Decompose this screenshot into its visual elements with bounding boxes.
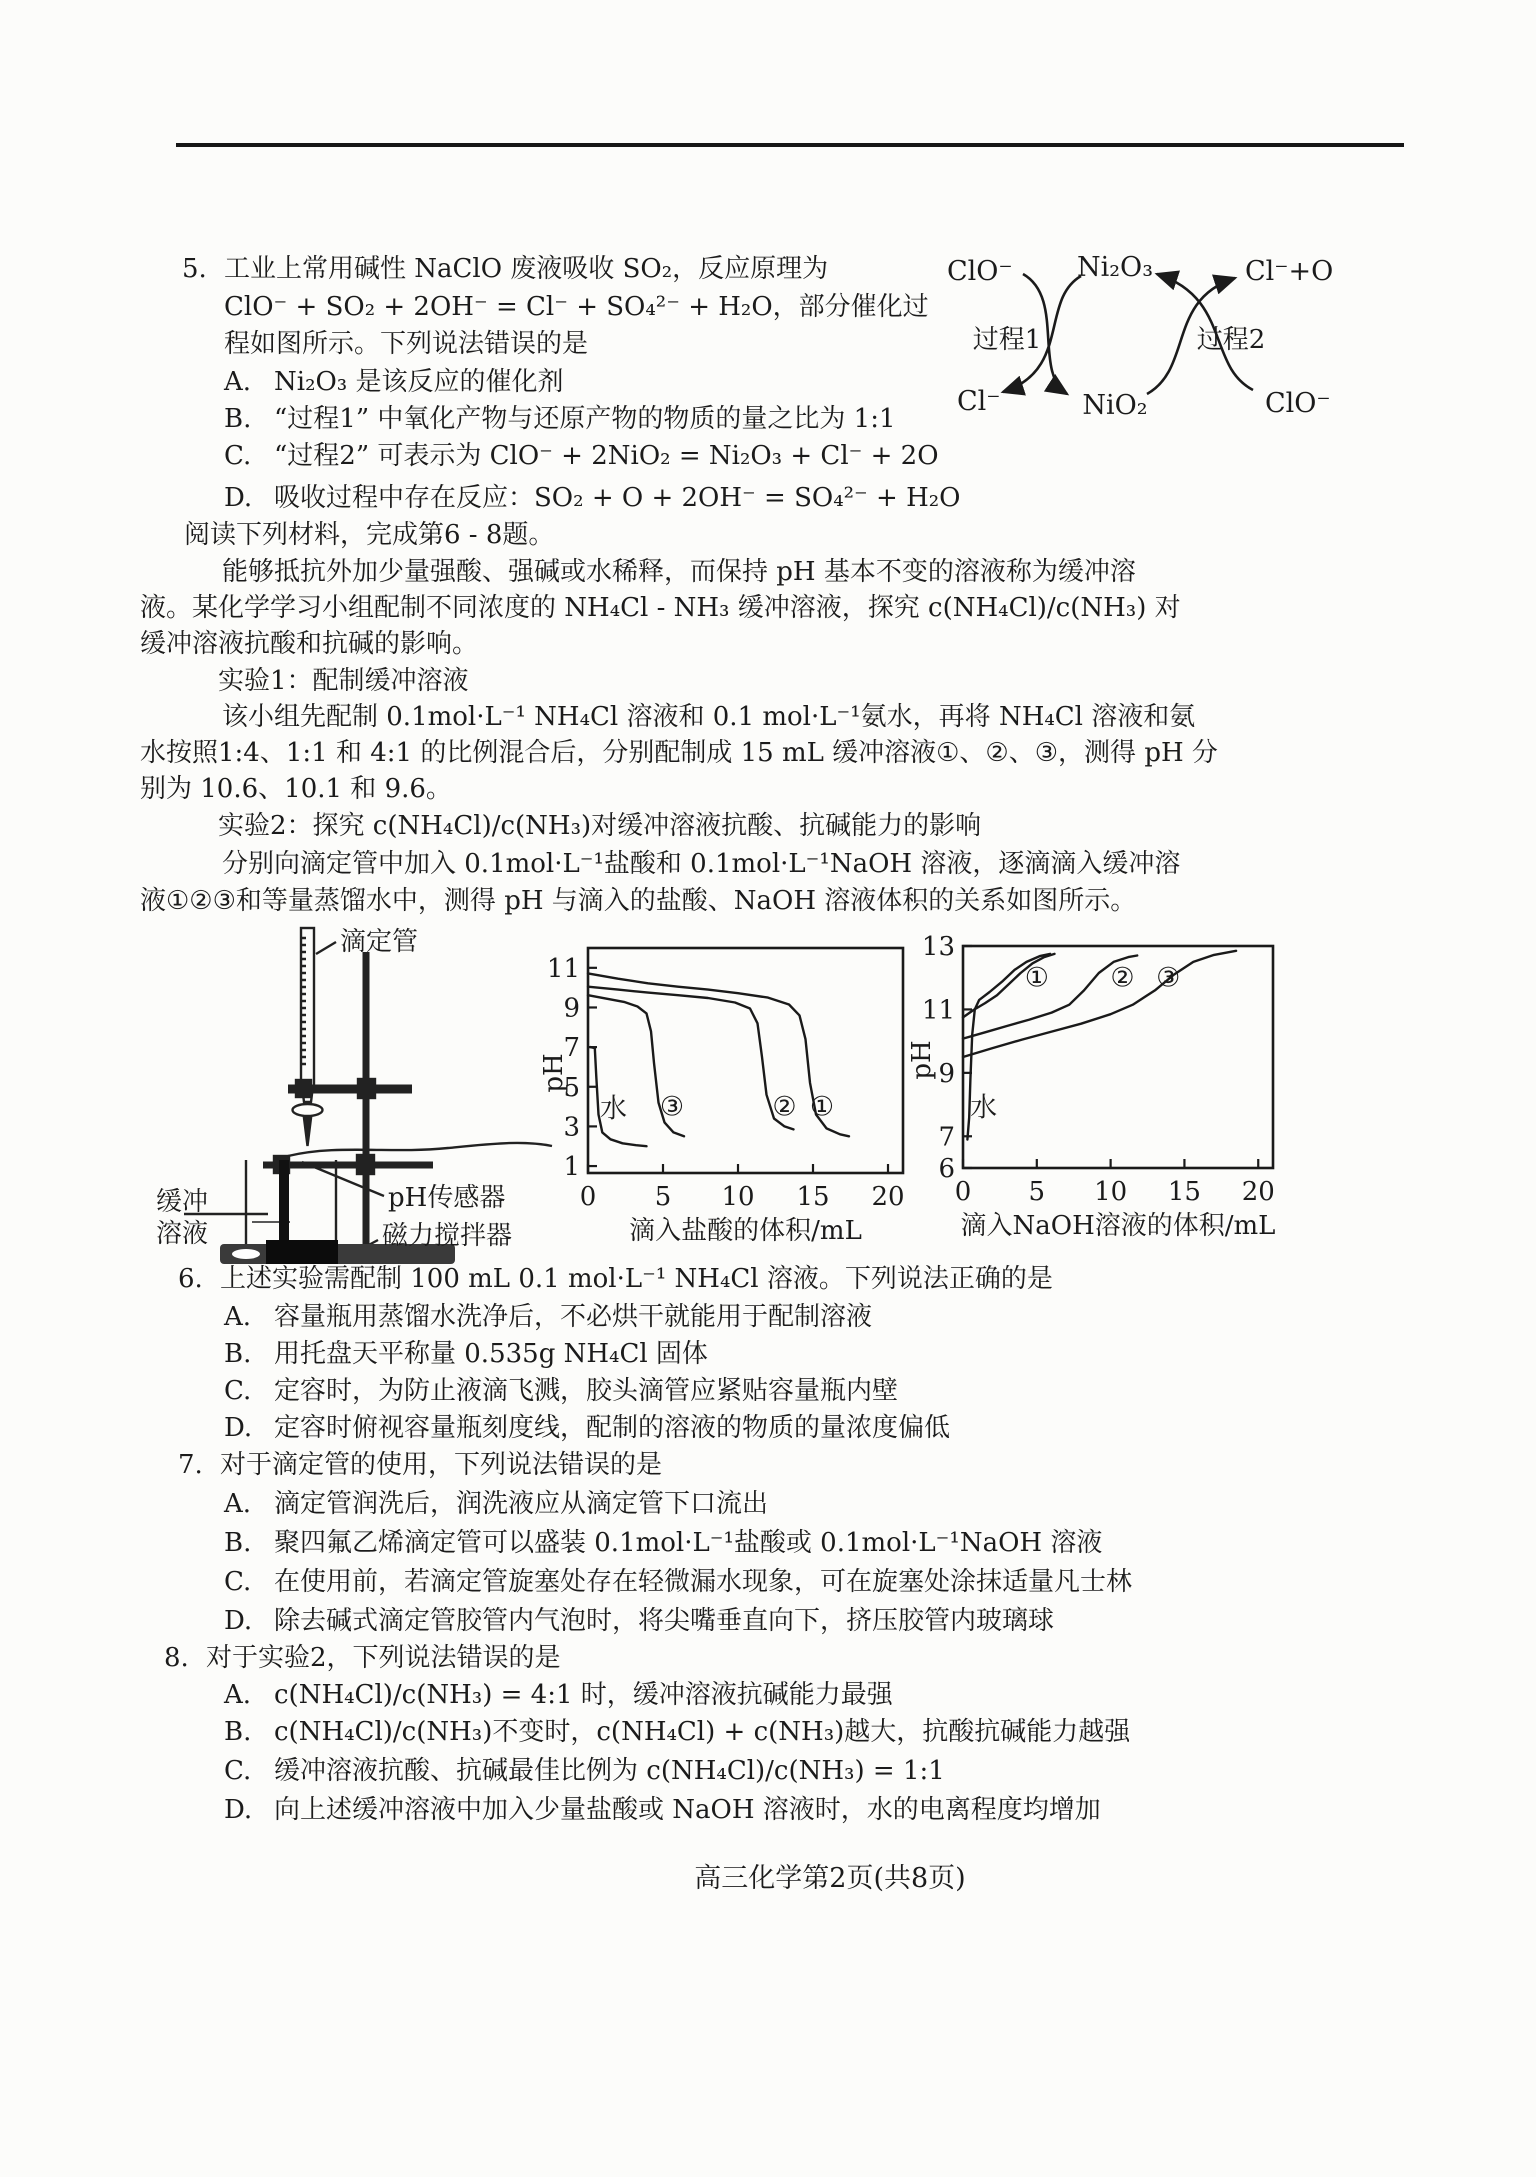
sensor-wire (288, 1143, 552, 1156)
q7-option-a-text: 滴定管润洗后，润洗液应从滴定管下口流出 (274, 1489, 769, 1519)
q5-option-b-text: “过程1” 中氧化产物与还原产物的物质的量之比为 1:1 (274, 404, 896, 434)
q5-stem-line-2: ClO⁻ + SO₂ + 2OH⁻ = Cl⁻ + SO₄²⁻ + H₂O，部分催化过 (224, 292, 929, 322)
curve-label-③: ③ (659, 1091, 685, 1123)
q6-stem-text: 上述实验需配制 100 mL 0.1 mol·L⁻¹ NH₄Cl 溶液。下列说法正确的是 (220, 1264, 1053, 1294)
q8-option-d (224, 1793, 1101, 1827)
q5-option-b (224, 402, 896, 436)
cycle-top-left-label: ClO⁻ (947, 256, 1013, 287)
x-tick-label: 20 (871, 1182, 905, 1212)
q5-option-d (224, 481, 961, 515)
catalytic-cycle-diagram (935, 240, 1375, 430)
burette-pointer-line (316, 942, 336, 954)
q8-option-a (224, 1678, 893, 1712)
cycle-bottom-left-label: Cl⁻ (957, 386, 1001, 417)
burette-label: 滴定管 (340, 927, 419, 957)
curve-label-③: ③ (1156, 962, 1181, 994)
q7-option-b (224, 1526, 1102, 1560)
burette-tip (304, 1118, 311, 1146)
q5-stem-line-1 (182, 252, 828, 286)
q6-option-d (224, 1411, 950, 1445)
q6-option-b-text: 用托盘天平称量 0.535g NH₄Cl 固体 (274, 1339, 708, 1369)
reading-para-line-2: 液。某化学学习小组配制不同浓度的 NH₄Cl - NH₃ 缓冲溶液，探究 c(NH₄Cl)/c(NH₃) 对 (140, 593, 1181, 623)
cycle-bottom-mid-label: NiO₂ (1082, 390, 1148, 421)
q6-stem (178, 1262, 1053, 1296)
q8-stem-text: 对于实验2，下列说法错误的是 (206, 1643, 561, 1673)
curve-label-①: ① (1024, 962, 1049, 994)
reading-intro: 阅读下列材料，完成第6 - 8题。 (184, 520, 555, 550)
y-tick-label: 3 (563, 1112, 580, 1143)
ph-sensor-probe (279, 1160, 289, 1240)
experiment1-line-1: 该小组先配制 0.1mol·L⁻¹ NH₄Cl 溶液和 0.1 mol·L⁻¹氨水，再将 NH₄Cl 溶液和氨 (222, 702, 1196, 732)
q5-stem-line-3: 程如图所示。下列说法错误的是 (224, 329, 589, 359)
beaker (246, 1160, 336, 1252)
experiment1-line-3: 别为 10.6、10.1 和 9.6。 (140, 774, 452, 804)
q6-option-b (224, 1337, 708, 1371)
experiment2-title: 实验2：探究 c(NH₄Cl)/c(NH₃)对缓冲溶液抗酸、抗碱能力的影响 (218, 811, 982, 841)
q7-option-d (224, 1604, 1054, 1638)
curve-label-水: 水 (600, 1093, 627, 1125)
clamp-bolt-4 (357, 1155, 374, 1174)
q8-option-d-text: 向上述缓冲溶液中加入少量盐酸或 NaOH 溶液时，水的电离程度均增加 (274, 1795, 1101, 1825)
burette-stopcock (293, 1104, 323, 1116)
q5-option-a-letter: A. (224, 367, 252, 397)
experiment1-line-2: 水按照1:4、1:1 和 4:1 的比例混合后，分别配制成 15 mL 缓冲溶液①、②、③，测得 pH 分 (140, 738, 1218, 768)
cycle-bottom-right-label: ClO⁻ (1265, 388, 1331, 419)
curve-label-水: 水 (970, 1092, 998, 1124)
experiment2-line-2: 液①②③和等量蒸馏水中，测得 pH 与滴入的盐酸、NaOH 溶液体积的关系如图所示。 (140, 886, 1137, 916)
curve-label-②: ② (772, 1091, 797, 1123)
q6-option-d-letter: D. (224, 1413, 253, 1443)
q5-stem-text-1: 工业上常用碱性 NaClO 废液吸收 SO₂，反应原理为 (224, 254, 829, 284)
q8-stem (164, 1641, 561, 1675)
x-tick-label: 10 (721, 1182, 755, 1212)
q7-option-c (224, 1565, 1132, 1599)
q7-option-c-letter: C. (224, 1567, 252, 1597)
y-tick-label: 1 (563, 1152, 580, 1183)
y-axis-label: pH (539, 1053, 569, 1093)
y-tick-label: 5 (563, 1072, 580, 1103)
q7-stem (178, 1448, 662, 1482)
q5-option-d-letter: D. (224, 483, 253, 513)
x-tick-label: 20 (1241, 1177, 1275, 1207)
cycle-top-right-label: Cl⁻+O (1245, 256, 1334, 287)
q6-option-d-text: 定容时俯视容量瓶刻度线，配制的溶液的物质的量浓度偏低 (274, 1413, 951, 1443)
q6-option-a (224, 1300, 872, 1334)
q8-option-d-letter: D. (224, 1795, 253, 1825)
q5-option-d-text: 吸收过程中存在反应：SO₂ + O + 2OH⁻ = SO₄²⁻ + H₂O (274, 483, 961, 513)
experiment2-line-1: 分别向滴定管中加入 0.1mol·L⁻¹盐酸和 0.1mol·L⁻¹NaOH 溶液，逐滴滴入缓冲溶 (222, 849, 1181, 879)
q8-number: 8. (164, 1643, 189, 1673)
y-tick-label: 7 (563, 1033, 580, 1064)
stirrer-base-dark-block (266, 1240, 338, 1264)
y-tick-label: 6 (938, 1154, 955, 1184)
q5-option-b-letter: B. (224, 404, 252, 434)
clamp-bolt-2 (358, 1079, 375, 1098)
q8-option-c-text: 缓冲溶液抗酸、抗碱最佳比例为 c(NH₄Cl)/c(NH₃) = 1:1 (274, 1756, 945, 1786)
curve-label-②: ② (1110, 962, 1135, 994)
cycle-process2-label: 过程2 (1196, 325, 1266, 355)
x-tick-label: 5 (1028, 1177, 1046, 1207)
page-footer: 高三化学第2页(共8页) (694, 1863, 966, 1894)
q8-option-c (224, 1754, 945, 1788)
x-tick-label: 10 (1094, 1177, 1128, 1207)
q6-option-a-text: 容量瓶用蒸馏水洗净后，不必烘干就能用于配制溶液 (274, 1302, 873, 1332)
q6-option-c-text: 定容时，为防止液滴飞溅，胶头滴管应紧贴容量瓶内壁 (274, 1376, 899, 1406)
q7-option-a-letter: A. (224, 1489, 252, 1519)
x-tick-label: 0 (579, 1182, 597, 1212)
q6-number: 6. (178, 1264, 203, 1294)
y-tick-label: 9 (938, 1058, 955, 1089)
q7-number: 7. (178, 1450, 203, 1480)
curve-label-①: ① (809, 1091, 835, 1123)
x-tick-label: 15 (796, 1182, 830, 1212)
x-tick-label: 15 (1167, 1177, 1201, 1207)
curve-③ (963, 951, 1236, 1057)
titration-apparatus-figure (148, 922, 558, 1267)
reading-para-line-3: 缓冲溶液抗酸和抗碱的影响。 (140, 629, 479, 659)
q8-option-b-text: c(NH₄Cl)/c(NH₃)不变时，c(NH₄Cl) + c(NH₃)越大，抗酸抗碱能力越强 (274, 1717, 1131, 1747)
y-axis-label: pH (907, 1040, 937, 1080)
q7-option-b-text: 聚四氟乙烯滴定管可以盛装 0.1mol·L⁻¹盐酸或 0.1mol·L⁻¹NaOH 溶液 (274, 1528, 1103, 1558)
y-tick-label: 13 (921, 932, 955, 962)
q6-option-b-letter: B. (224, 1339, 252, 1369)
cycle-top-mid-label: Ni₂O₃ (1076, 252, 1154, 283)
q8-option-a-text: c(NH₄Cl)/c(NH₃) = 4:1 时，缓冲溶液抗碱能力最强 (274, 1680, 893, 1710)
q7-option-a (224, 1487, 768, 1521)
x-axis-label: 滴入盐酸的体积/mL (629, 1216, 862, 1246)
q5-option-c-letter: C. (224, 441, 252, 471)
q7-option-d-letter: D. (224, 1606, 253, 1636)
x-tick-label: 0 (954, 1177, 972, 1207)
x-axis-label: 滴入NaOH溶液的体积/mL (960, 1211, 1276, 1241)
stirrer-base-highlight (232, 1249, 260, 1259)
buffer-solution-label-line1: 缓冲 (156, 1187, 209, 1217)
q5-option-a (224, 365, 564, 399)
q6-option-c (224, 1374, 898, 1408)
top-rule (176, 143, 1404, 147)
experiment1-title: 实验1：配制缓冲溶液 (218, 666, 469, 696)
q7-option-b-letter: B. (224, 1528, 252, 1558)
reading-para-line-1: 能够抵抗外加少量强酸、强碱或水稀释，而保持 pH 基本不变的溶液称为缓冲溶 (222, 557, 1136, 587)
q8-option-c-letter: C. (224, 1756, 252, 1786)
q6-option-a-letter: A. (224, 1302, 252, 1332)
y-tick-label: 9 (563, 993, 580, 1024)
q6-option-c-letter: C. (224, 1376, 252, 1406)
x-tick-label: 5 (654, 1182, 672, 1212)
q8-option-b-letter: B. (224, 1717, 252, 1747)
ph-sensor-label: pH传感器 (388, 1183, 506, 1213)
q8-option-b (224, 1715, 1130, 1749)
cycle-process1-label: 过程1 (972, 325, 1042, 355)
y-tick-label: 7 (938, 1122, 955, 1153)
q5-option-a-text: Ni₂O₃ 是该反应的催化剂 (274, 367, 564, 397)
q7-option-d-text: 除去碱式滴定管胶管内气泡时，将尖嘴垂直向下，挤压胶管内玻璃球 (274, 1606, 1055, 1636)
q7-stem-text: 对于滴定管的使用，下列说法错误的是 (220, 1450, 663, 1480)
y-tick-label: 11 (546, 953, 580, 984)
q8-option-a-letter: A. (224, 1680, 252, 1710)
q5-option-c (224, 439, 939, 473)
buffer-solution-label-line2: 溶液 (156, 1219, 209, 1249)
clamp-bolt-1 (296, 1080, 311, 1097)
q5-option-c-text: “过程2” 可表示为 ClO⁻ + 2NiO₂ = Ni₂O₃ + Cl⁻ + 2O (274, 441, 939, 471)
q5-number: 5. (182, 254, 207, 284)
q7-option-c-text: 在使用前，若滴定管旋塞处存在轻微漏水现象，可在旋塞处涂抹适量凡士林 (274, 1567, 1133, 1597)
ph-vs-hcl-volume-chart (530, 928, 930, 1258)
ph-vs-naoh-volume-chart (880, 928, 1310, 1258)
stirrer-label: 磁力搅拌器 (382, 1221, 513, 1251)
y-tick-label: 11 (921, 995, 955, 1026)
